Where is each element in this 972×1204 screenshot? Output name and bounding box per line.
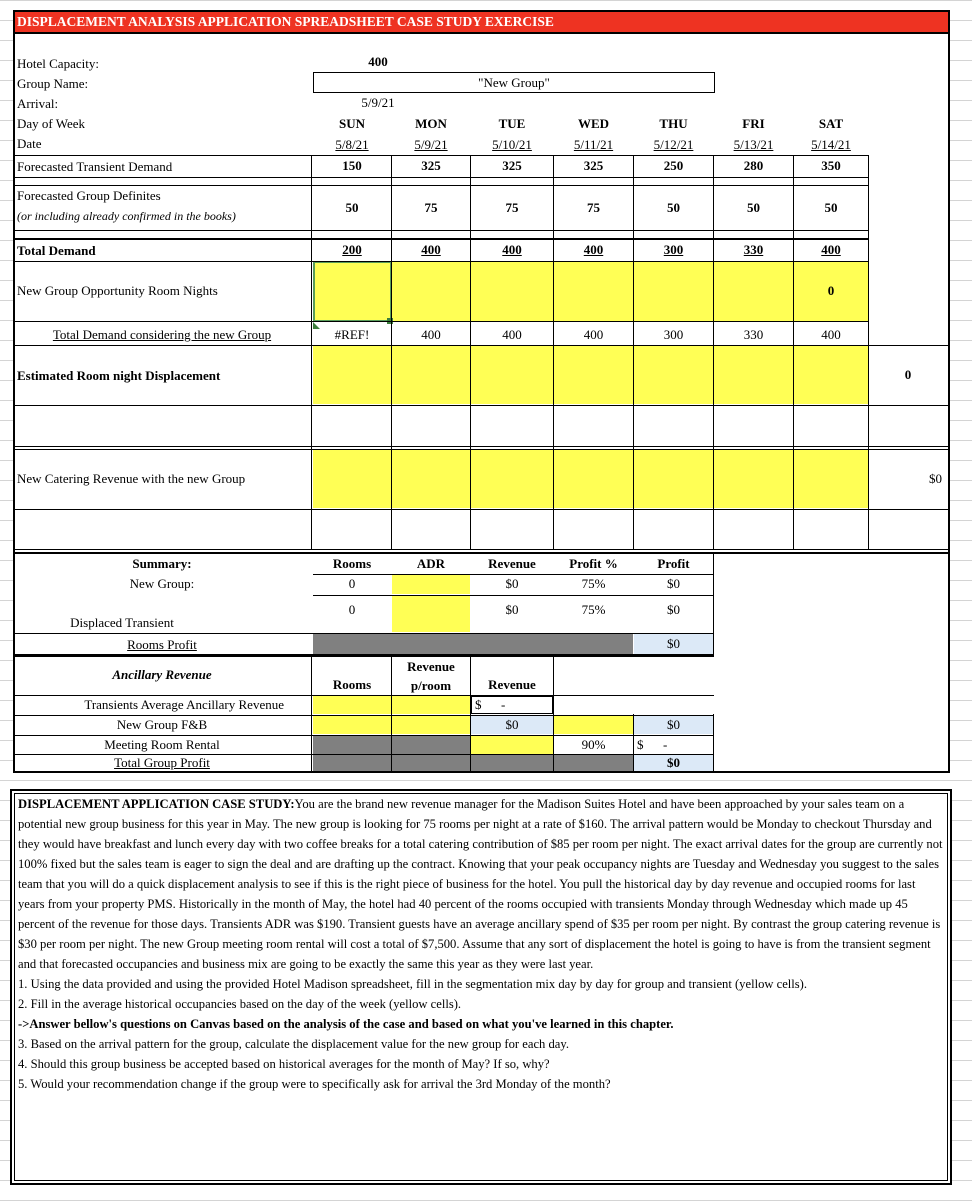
summary-dt-revenue: $0 — [505, 602, 519, 617]
summary-header-rooms: Rooms — [332, 556, 372, 571]
summary-header-profit: Profit — [657, 556, 690, 571]
narrative-body: You are the brand new revenue manager for the Madison Suites Hotel and have been approached by your sales team on a potential new group business for this year in May. The new group is looking for 75 rooms per night at a rate of $160. The arrival pattern would be Monday to checkout Thursday and they would have breakfast and lunch every day with two coffee breaks for a total catering contribution of $85 per room per night. The exact arrival dates for the group are currently not 100% fixed but the sales team is eager to sign the deal and are drafting up the contract. Knowing that your peak occupancy nights are Tuesday and Wednesday you suggest to the sales team that you will do a quick displacement analysis to see if this is the right piece of business for the hotel. You pull the historical day by day revenue and occupied rooms for last years from your property PMS. Historically in the month of May, the hotel had 40 percent of the rooms occupied with transients Monday through Wednesday which made up 45 percent of the revenue for those days. Transients ADR was $190. Transient guests have an average ancillary spend of $35 per room per night. By contrast the group catering revenue is $30 per room per night. The new Group meeting room rental will cost a total of $7,500. Assume that any sort of displacement the hotel is going to have is from the transient segment and that forecasted occupancies and business mix are going to be exactly the same this year as they were last year. — [18, 797, 943, 971]
ancillary-trans-revenue: $ - — [471, 696, 553, 714]
day-dow-wed: WED — [577, 116, 610, 131]
day-date-sat: 5/14/21 — [811, 137, 851, 152]
day-opportunity-wed — [554, 281, 633, 301]
day-total-new-fri: 330 — [743, 327, 764, 342]
day-group-fri: 50 — [747, 200, 760, 215]
day-date-wed: 5/11/21 — [573, 137, 614, 152]
summary-dt-rooms: 0 — [348, 602, 356, 617]
rule — [713, 553, 714, 656]
value-arrival: 5/9/21 — [361, 95, 395, 110]
catering-total: $0 — [929, 471, 942, 486]
rule — [391, 656, 392, 772]
ancillary-fb-pct-input[interactable] — [554, 716, 633, 734]
rule — [14, 633, 714, 634]
ancillary-fb-revenue: $0 — [471, 716, 553, 734]
day-total-tue: 400 — [502, 242, 522, 257]
rule — [14, 715, 714, 716]
rule — [868, 155, 869, 550]
rule — [14, 655, 714, 657]
summary-header-adr: ADR — [416, 556, 446, 571]
rule — [14, 321, 869, 322]
ancillary-row-meeting-label: Meeting Room Rental — [104, 737, 220, 752]
rule — [14, 405, 949, 406]
rule — [14, 345, 949, 346]
ancillary-meeting-profit: $ - — [637, 737, 668, 752]
title-bar — [14, 12, 950, 34]
ancillary-header-rev-per-room: Revenue p/room — [407, 659, 455, 693]
summary-dt-adr-input[interactable] — [392, 596, 470, 632]
rule — [311, 155, 312, 550]
day-total-wed: 400 — [583, 242, 604, 257]
label-new-catering: New Catering Revenue with the new Group — [17, 471, 246, 486]
summary-dt-profit: $0 — [667, 602, 680, 617]
narrative-instruction: ->Answer bellow's questions on Canvas based on the analysis of the case and based on what you've learned in this chapter. — [18, 1017, 674, 1031]
day-dow-sat: SAT — [818, 116, 844, 131]
narrative-item-1: 1. Using the data provided and using the provided Hotel Madison spreadsheet, fill in the segmentation mix day by day for group and transient (yellow cells). — [18, 977, 808, 991]
narrative-box — [14, 793, 948, 1181]
day-date-fri: 5/13/21 — [733, 137, 774, 152]
rule — [470, 656, 471, 772]
summary-gray-band — [313, 634, 633, 654]
day-total-thu: 300 — [663, 242, 684, 257]
narrative-lead: DISPLACEMENT APPLICATION CASE STUDY: — [18, 797, 295, 811]
day-group-mon: 75 — [424, 200, 438, 215]
label-date: Date — [17, 136, 42, 151]
label-total-demand-new-group: Total Demand considering the new Group — [52, 327, 272, 342]
label-forecasted-group-line2: (or including already confirmed in the books) — [17, 209, 236, 223]
ancillary-header-rooms: Rooms — [332, 677, 372, 692]
day-opportunity-sun — [313, 281, 391, 301]
day-dow-mon: MON — [415, 116, 447, 131]
day-transient-wed: 325 — [583, 158, 604, 173]
ancillary-trans-rooms-input[interactable] — [313, 696, 391, 714]
summary-rooms-profit-value: $0 — [634, 634, 713, 654]
summary-ng-profit-pct: 75% — [581, 576, 606, 591]
label-arrival: Arrival: — [17, 96, 59, 111]
ancillary-header-revenue: Revenue — [488, 677, 536, 692]
summary-ng-revenue: $0 — [505, 576, 519, 591]
day-dow-thu: THU — [659, 116, 688, 131]
rule — [633, 714, 634, 772]
rule — [14, 549, 949, 550]
summary-displaced-label: Displaced Transient — [70, 615, 174, 630]
ancillary-row-total-label: Total Group Profit — [114, 755, 210, 770]
rule — [311, 656, 312, 772]
rule — [313, 574, 713, 575]
day-date-thu: 5/12/21 — [653, 137, 694, 152]
label-group-name: Group Name: — [17, 76, 89, 91]
ancillary-fb-rev-input[interactable] — [392, 716, 470, 734]
displacement-total: 0 — [904, 367, 912, 382]
rule — [14, 509, 949, 510]
rule — [14, 735, 714, 736]
narrative-item-4: 4. Should this group business be accepted based on historical averages for the month of May? If so, why? — [18, 1057, 550, 1071]
day-total-new-tue: 400 — [502, 327, 522, 342]
ancillary-fb-profit: $0 — [634, 716, 713, 734]
narrative-paragraph — [18, 794, 944, 974]
rule — [14, 449, 949, 450]
day-transient-sun: 150 — [342, 158, 362, 173]
ancillary-row-transients-label: Transients Average Ancillary Revenue — [84, 697, 284, 712]
ancillary-row-fb-label: New Group F&B — [116, 717, 208, 732]
day-group-wed: 75 — [587, 200, 600, 215]
day-total-new-mon: 400 — [421, 327, 441, 342]
ancillary-total-gray — [313, 755, 633, 771]
summary-ng-rooms: 0 — [348, 576, 356, 591]
day-opportunity-sat: 0 — [827, 283, 835, 298]
day-transient-fri: 280 — [743, 158, 764, 173]
day-total-new-wed: 400 — [583, 327, 604, 342]
rule — [14, 230, 869, 231]
label-hotel-capacity: Hotel Capacity: — [17, 56, 99, 71]
frame-top — [13, 10, 950, 12]
summary-new-group-label: New Group: — [129, 576, 195, 591]
day-group-sat: 50 — [824, 200, 838, 215]
rule — [553, 656, 554, 696]
group-name-input[interactable]: "New Group" — [313, 72, 715, 93]
day-opportunity-fri — [714, 281, 793, 301]
summary-dt-profit-pct: 75% — [581, 602, 606, 617]
summary-rooms-profit-label: Rooms Profit — [127, 637, 197, 652]
day-opportunity-tue — [471, 281, 553, 301]
day-dow-tue: TUE — [498, 116, 526, 131]
day-total-new-thu: 300 — [663, 327, 684, 342]
label-forecasted-transient: Forecasted Transient Demand — [17, 159, 173, 174]
day-total-new-sat: 400 — [821, 327, 841, 342]
summary-header-profit-pct: Profit % — [569, 556, 618, 571]
rule — [713, 714, 714, 772]
label-forecasted-group — [14, 186, 310, 230]
day-opportunity-thu — [634, 281, 713, 301]
rule — [14, 177, 869, 178]
rule — [14, 446, 949, 447]
summary-header-revenue: Revenue — [488, 556, 536, 571]
rule — [14, 754, 714, 755]
day-opportunity-mon — [392, 281, 470, 301]
day-dow-sun: SUN — [338, 116, 365, 131]
day-transient-mon: 325 — [421, 158, 441, 173]
day-transient-sat: 350 — [821, 158, 841, 173]
label-forecasted-group-line1: Forecasted Group Definites — [17, 188, 161, 203]
narrative-item-3: 3. Based on the arrival pattern for the group, calculate the displacement value for the new group for each day. — [18, 1037, 569, 1051]
summary-ng-adr-input[interactable] — [392, 574, 470, 594]
frame-right — [948, 10, 950, 773]
ancillary-label: Ancillary Revenue — [112, 667, 212, 682]
label-new-group-opportunity: New Group Opportunity Room Nights — [17, 283, 218, 298]
rule — [313, 595, 713, 596]
narrative-item-5: 5. Would your recommendation change if the group were to specifically ask for arrival the 3rd Monday of the month? — [18, 1077, 611, 1091]
ancillary-trans-rev-input[interactable] — [392, 696, 470, 714]
label-day-of-week: Day of Week — [17, 116, 86, 131]
ancillary-meeting-pct: 90% — [581, 737, 606, 752]
label-total-demand: Total Demand — [17, 243, 96, 258]
rule — [14, 261, 869, 262]
day-total-mon: 400 — [421, 242, 441, 257]
day-date-sun: 5/8/21 — [335, 137, 369, 152]
day-total-sun: 200 — [342, 242, 362, 257]
day-group-sun: 50 — [345, 200, 359, 215]
summary-label: Summary: — [132, 556, 192, 571]
rule — [14, 185, 869, 186]
day-date-mon: 5/9/21 — [414, 137, 448, 152]
ancillary-fb-rooms-input[interactable] — [313, 716, 391, 734]
day-total-new-sun: #REF! — [334, 327, 370, 342]
displacement-row — [313, 346, 868, 404]
title-text: DISPLACEMENT ANALYSIS APPLICATION SPREADSHEET CASE STUDY EXERCISE — [17, 14, 554, 29]
day-dow-fri: FRI — [742, 116, 765, 131]
day-total-sat: 400 — [821, 242, 841, 257]
narrative-item-2: 2. Fill in the average historical occupancies based on the day of the week (yellow cells). — [18, 997, 462, 1011]
day-date-tue: 5/10/21 — [492, 137, 532, 152]
catering-row — [313, 450, 868, 508]
rule — [14, 695, 714, 696]
day-group-tue: 75 — [505, 200, 519, 215]
value-hotel-capacity: 400 — [368, 54, 388, 69]
day-transient-tue: 325 — [502, 158, 522, 173]
summary-ng-profit: $0 — [667, 576, 680, 591]
day-group-thu: 50 — [667, 200, 680, 215]
day-transient-thu: 250 — [663, 158, 684, 173]
ancillary-meeting-revenue-input[interactable] — [471, 736, 553, 754]
label-estimated-displacement: Estimated Room night Displacement — [17, 368, 221, 383]
day-total-fri: 330 — [743, 242, 764, 257]
ancillary-total-profit: $0 — [634, 755, 713, 771]
